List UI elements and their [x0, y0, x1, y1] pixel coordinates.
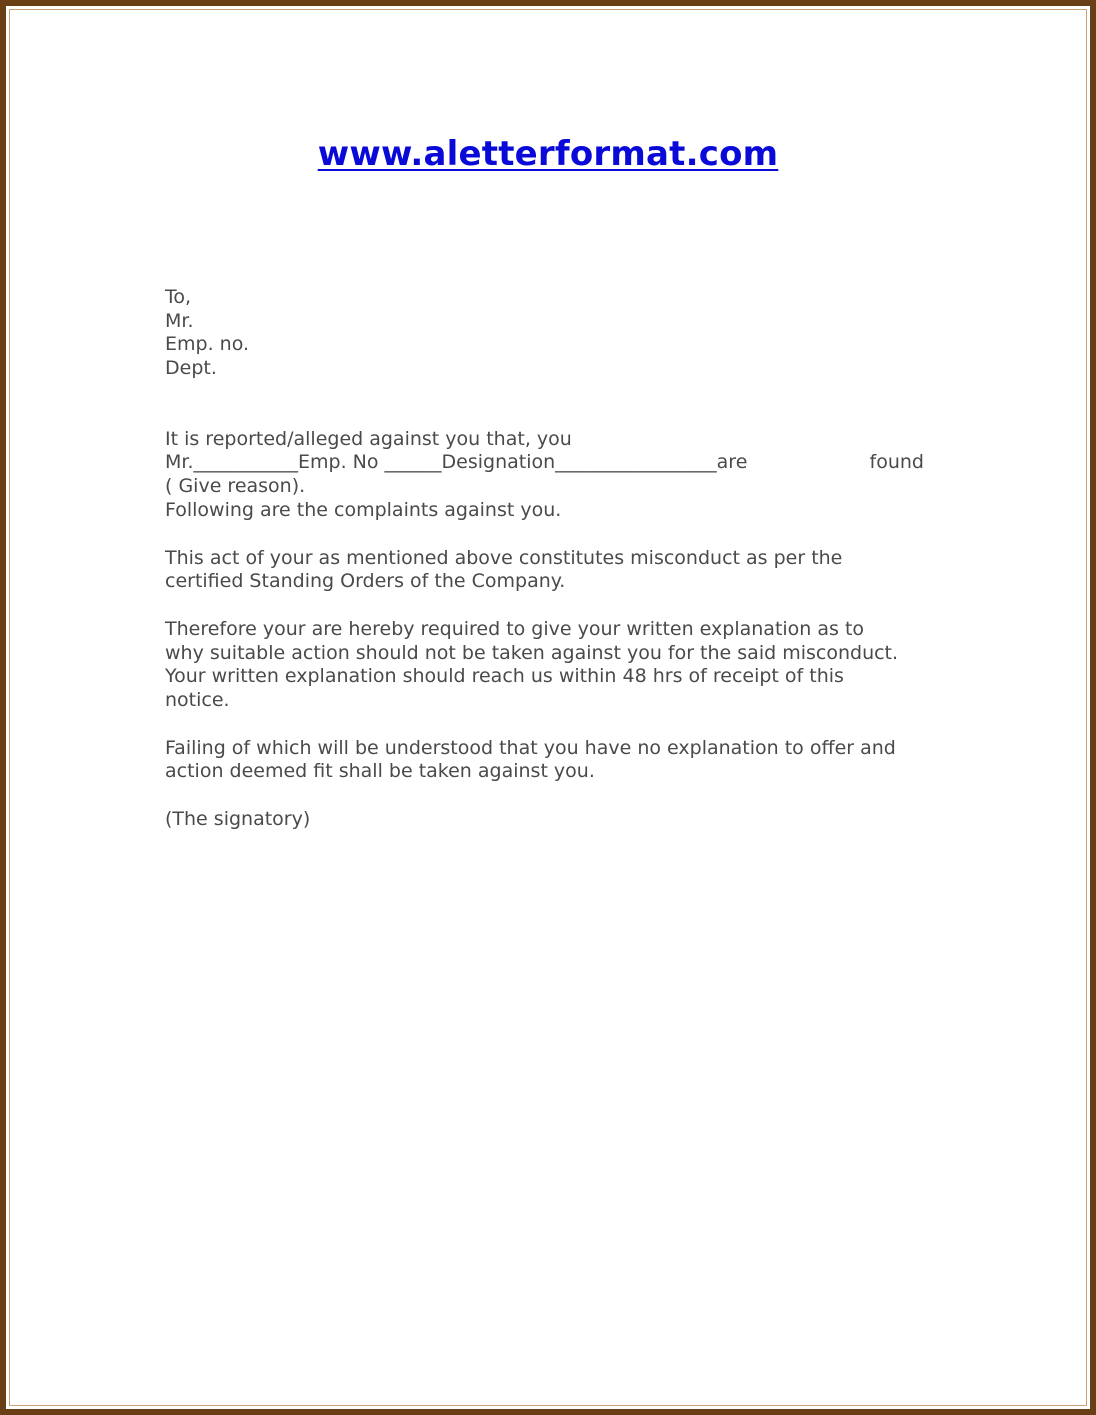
paragraph-4-line-2: action deemed fit shall be taken against you.	[165, 760, 595, 783]
paragraph-1-line-2	[165, 451, 924, 475]
paragraph-1-line-2-right: found	[869, 451, 924, 474]
spacer	[165, 594, 945, 618]
paragraph-1-line-2-left: Mr.___________Emp. No ______Designation_________________are	[165, 451, 748, 474]
paragraph-3-line-4: notice.	[165, 688, 230, 711]
paragraph-2-line-1: This act of your as mentioned above constitutes misconduct as per the	[165, 546, 843, 569]
paragraph-1-line-1: It is reported/alleged against you that, you	[165, 427, 572, 450]
site-url-link[interactable]: www.aletterformat.com	[317, 134, 779, 174]
paragraph-4-line-1: Failing of which will be understood that you have no explanation to offer and	[165, 736, 896, 759]
address-emp-no: Emp. no.	[165, 333, 250, 356]
address-dept: Dept.	[165, 357, 217, 380]
spacer	[165, 713, 945, 737]
paragraph-3-line-1: Therefore your are hereby required to give your written explanation as to	[165, 617, 865, 640]
spacer	[165, 381, 945, 428]
paragraph-3-line-3: Your written explanation should reach us within 48 hrs of receipt of this	[165, 665, 844, 688]
letter-body	[165, 286, 945, 832]
signatory-line: (The signatory)	[165, 808, 311, 830]
paragraph-3-line-2: why suitable action should not be taken against you for the said misconduct.	[165, 641, 899, 664]
paragraph-2-line-2: certified Standing Orders of the Company.	[165, 570, 566, 593]
address-to: To,	[165, 286, 192, 308]
paragraph-1-line-3: ( Give reason).	[165, 475, 306, 498]
spacer	[165, 784, 945, 808]
address-mr: Mr.	[165, 309, 194, 332]
spacer	[165, 523, 945, 547]
paragraph-1-line-4: Following are the complaints against you.	[165, 498, 562, 521]
